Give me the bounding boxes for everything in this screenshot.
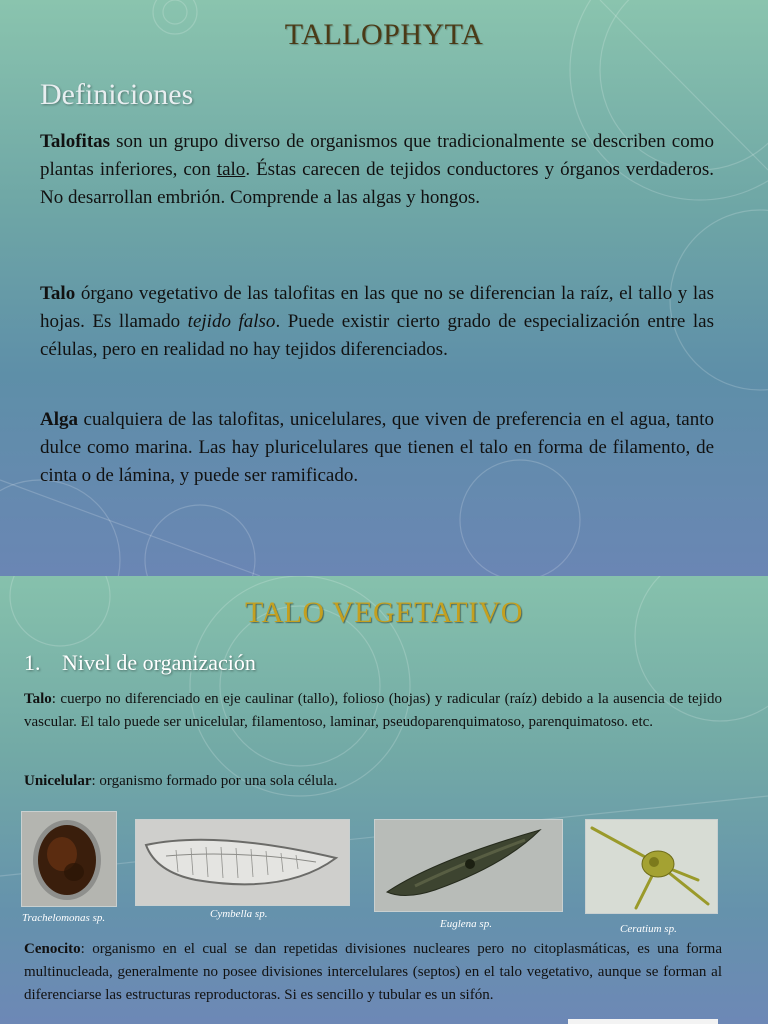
caption-euglena: Euglena sp. [440,918,492,930]
section-heading [24,650,256,676]
term-talo-underlined: talo [216,159,246,180]
term-alga: Alga [40,409,78,430]
section-heading-label: Nivel de organización [62,650,256,675]
definition-talofitas: Talofitas son un grupo diverso de organismos que tradicionalmente se describen como plantas inferiores, con talo. Éstas carecen de tejidos conductores y órganos verdaderos. No desarrollan embrión. Comprende a las algas y hongos. [40,131,714,208]
slide-title: TALO VEGETATIVO [245,596,523,629]
slide-talo-vegetativo [0,576,768,1024]
definition-alga: Alga cualquiera de las talofitas, unicelulares, que viven de preferencia en el agua, tanto dulce como marina. Las hay pluricelulares que tienen el talo en forma de filamento, de cinta o de lámina, y puede ser ramificado. [40,409,714,486]
slide-title: TALLOPHYTA [284,18,484,51]
euglena-cell-image [375,820,562,911]
term-talo: Talo [40,283,76,304]
bottom-image-edge [568,1019,718,1024]
definition-cenocito: Cenocito: organismo en el cual se dan repetidas divisiones nucleares pero no citoplasmáticas, es una forma multinucleada, generalmente no posee divisiones intercelulares (septos) en el talo vegetativo, aunque se forman al diferenciarse las estructuras reproductoras. Si es sencillo y tubular es un sifón. [24,941,722,1003]
caption-ceratium: Ceratium sp. [620,923,677,935]
photo-ceratium [585,819,718,914]
trachelomonas-cell-image [22,812,116,906]
ceratium-cell-image [586,820,717,913]
term-tejido-falso: tejido falso [187,311,276,332]
term-unicelular: Unicelular [24,773,92,789]
caption-cymbella: Cymbella sp. [210,908,268,920]
definition-unicelular: Unicelular: organismo formado por una sola célula. [24,773,338,789]
definition-talo: Talo órgano vegetativo de las talofitas en las que no se diferencian la raíz, el tallo y las hojas. Es llamado tejido falso. Puede existir cierto grado de especialización entre las células, pero en realidad no hay tejidos diferenciados. [40,283,714,360]
term-cenocito: Cenocito [24,941,81,957]
photo-euglena [374,819,563,912]
cymbella-cell-image [136,820,349,905]
term-talo: Talo [24,691,52,707]
definition-talo: Talo: cuerpo no diferenciado en eje caulinar (tallo), folioso (hojas) y radicular (raíz) debido a la ausencia de tejido vascular. El talo puede ser unicelular, filamentoso, laminar, pseudoparenquimatoso, parenquimatoso. etc. [24,691,722,730]
photo-trachelomonas [21,811,117,907]
term-talofitas: Talofitas [40,131,111,152]
section-heading: Definiciones [40,78,194,111]
caption-trachelomonas: Trachelomonas sp. [22,912,106,924]
photo-cymbella [135,819,350,906]
section-number: 1. [24,650,41,675]
